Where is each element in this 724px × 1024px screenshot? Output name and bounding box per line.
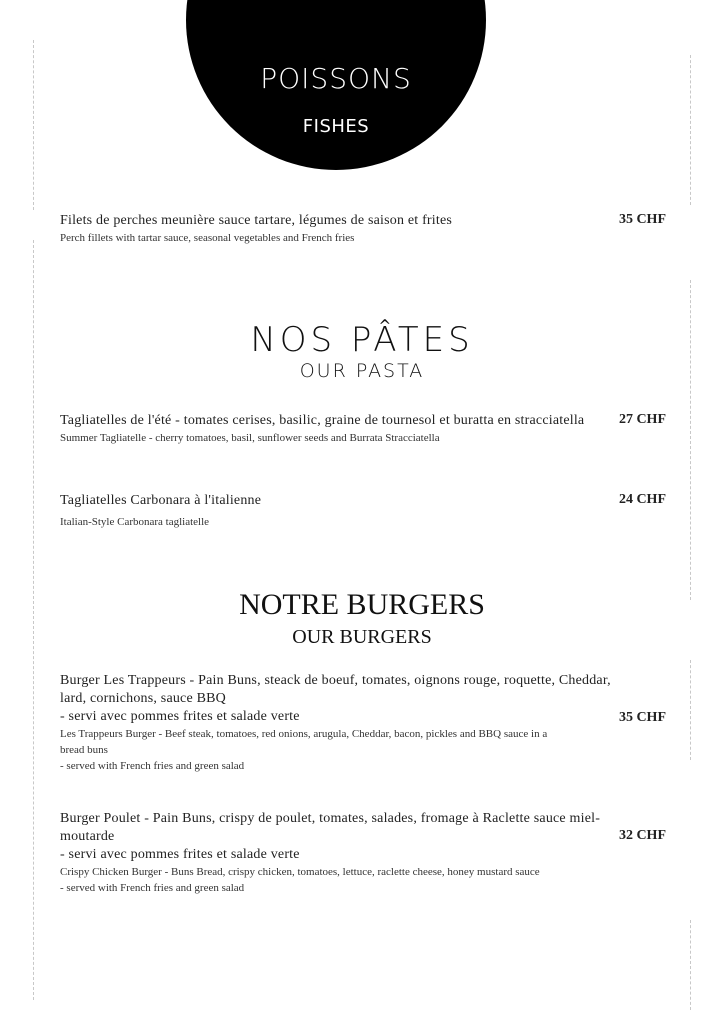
- right-edge-line: [690, 920, 691, 1010]
- item-price: 24 CHF: [618, 492, 666, 507]
- item-name-en: Summer Tagliatelle - cherry tomatoes, basil, sunflower seeds and Burrata Stracciatella: [60, 432, 440, 444]
- item-name-fr: Filets de perches meunière sauce tartare, légumes de saison et frites: [60, 213, 453, 228]
- right-edge-line: [690, 55, 691, 205]
- section-subtitle-pasta: OUR PASTA: [299, 360, 425, 382]
- section-title-burgers: NOTRE BURGERS: [239, 588, 485, 621]
- menu-item-summer-tagliatelle: [60, 412, 620, 446]
- item-side-fr: - servi avec pommes frites et salade verte: [60, 709, 300, 724]
- right-edge-line: [690, 660, 691, 760]
- section-title-pates: NOS PÂTES: [250, 320, 474, 360]
- menu-item-perch: [60, 212, 620, 246]
- item-price: 35 CHF: [618, 212, 666, 227]
- item-name-en: Perch fillets with tartar sauce, seasonal vegetables and French fries: [60, 232, 355, 244]
- item-name-fr: Burger Les Trappeurs - Pain Buns, steack de boeuf, tomates, oignons rouge, roquette, Cheddar, lard, cornichons, sauce BBQ: [60, 673, 611, 706]
- section-subtitle-fishes: FISHES: [302, 116, 370, 137]
- menu-item-trappeurs-burger: [60, 672, 620, 774]
- section-title-poissons: POISSONS: [260, 62, 412, 95]
- item-price: 27 CHF: [618, 412, 666, 427]
- item-side-fr: - servi avec pommes frites et salade verte: [60, 847, 300, 862]
- item-side-en: - served with French fries and green salad: [60, 882, 245, 894]
- item-price: 32 CHF: [618, 828, 666, 843]
- menu-item-carbonara: [60, 492, 620, 530]
- item-side-en: - served with French fries and green salad: [60, 760, 245, 772]
- item-name-fr: Tagliatelles de l'été - tomates cerises, basilic, graine de tournesol et buratta en stracciatella: [60, 413, 585, 428]
- item-name-en: Les Trappeurs Burger - Beef steak, tomatoes, red onions, arugula, Cheddar, bacon, pickles and BBQ sauce in a bread buns: [60, 728, 548, 756]
- item-price: 35 CHF: [618, 710, 666, 725]
- section-subtitle-burgers: OUR BURGERS: [292, 626, 432, 648]
- item-name-en: Italian-Style Carbonara tagliatelle: [60, 516, 210, 528]
- item-name-fr: Burger Poulet - Pain Buns, crispy de poulet, tomates, salades, fromage à Raclette sauce miel-moutarde: [60, 811, 601, 844]
- item-name-fr: Tagliatelles Carbonara à l'italienne: [60, 493, 262, 508]
- menu-item-chicken-burger: [60, 810, 620, 896]
- item-name-en: Crispy Chicken Burger - Buns Bread, crispy chicken, tomatoes, lettuce, raclette cheese, honey mustard sauce: [60, 866, 540, 878]
- left-edge-line: [33, 40, 34, 210]
